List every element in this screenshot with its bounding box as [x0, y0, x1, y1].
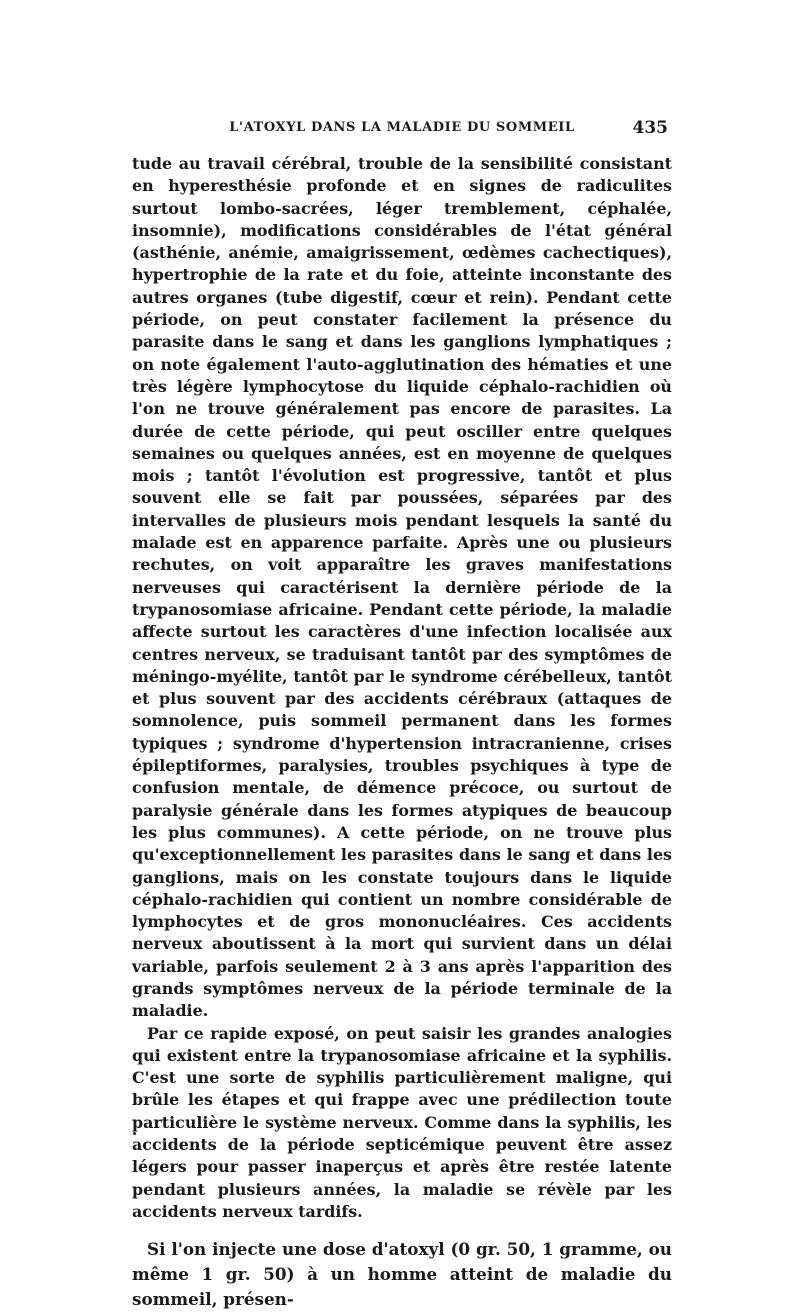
- page-number: 435: [632, 118, 668, 138]
- page-header: [132, 118, 672, 142]
- paragraph-continued: tude au travail cérébral, trouble de la sensibilité consistant en hyperesthésie profonde et en signes de radiculites surtout lombo-sacrées, léger tremblement, céphalée, insomnie), modifications considérables de l'état général (asthénie, anémie, amaigrissement, œdèmes cachectiques), hypertrophie de la rate et du foie, atteinte inconstante des autres organes (tube digestif, cœur et rein). Pendant cette période, on peut constater facilement la présence du parasite dans le sang et dans les ganglions lymphatiques ; on note également l'auto-agglutination des hématies et une très légère lymphocytose du liquide céphalo-rachidien où l'on ne trouve généralement pas encore de parasites. La durée de cette période, qui peut osciller entre quelques semaines ou quelques années, est en moyenne de quelques mois ; tantôt l'évolution est progressive, tantôt et plus souvent elle se fait par poussées, séparées par des intervalles de plusieurs mois pendant lesquels la santé du malade est en apparence parfaite. Après une ou plusieurs rechutes, on voit apparaître les graves manifestations nerveuses qui caractérisent la dernière période de la trypanosomiase africaine. Pendant cette période, la maladie affecte surtout les caractères d'une infection localisée aux centres nerveux, se traduisant tantôt par des symptômes de méningo-myélite, tantôt par le syndrome cérébelleux, tantôt et plus souvent par des accidents cérébraux (attaques de somnolence, puis sommeil permanent dans les formes typiques ; syndrome d'hypertension intracranienne, crises épileptiformes, paralysies, troubles psychiques à type de confusion mentale, de démence précoce, ou surtout de paralysie générale dans les formes atypiques de beaucoup les plus communes). A cette période, on ne trouve plus qu'exceptionnellement les parasites dans le sang et dans les ganglions, mais on les constate toujours dans le liquide céphalo-rachidien qui contient un nombre considérable de lymphocytes et de gros mononucléaires. Ces accidents nerveux aboutissent à la mort qui survient dans un délai variable, parfois seulement 2 à 3 ans après l'apparition des grands symptômes nerveux de la période terminale de la maladie.: [132, 154, 672, 1021]
- print-speck: [133, 1132, 136, 1135]
- paragraph-syphilis-analogy: Par ce rapide exposé, on peut saisir les grandes analogies qui existent entre la trypanosomiase africaine et la syphilis. C'est une sorte de syphilis particulièrement maligne, qui brûle les étapes et qui frappe avec une prédilection toute particulière le système nerveux. Comme dans la syphilis, les accidents de la période septicémique peuvent être assez légers pour passer inaperçus et après être restée latente pendant plusieurs années, la maladie se révèle par les accidents nerveux tardifs.: [132, 1023, 672, 1221]
- paragraph-atoxyl-injection: Si l'on injecte une dose d'atoxyl (0 gr. 50, 1 gramme, ou même 1 gr. 50) à un homme atteint de maladie du sommeil, présen-: [132, 1239, 672, 1310]
- body-text: [132, 153, 672, 1312]
- running-title: L'ATOXYL DANS LA MALADIE DU SOMMEIL: [229, 120, 575, 135]
